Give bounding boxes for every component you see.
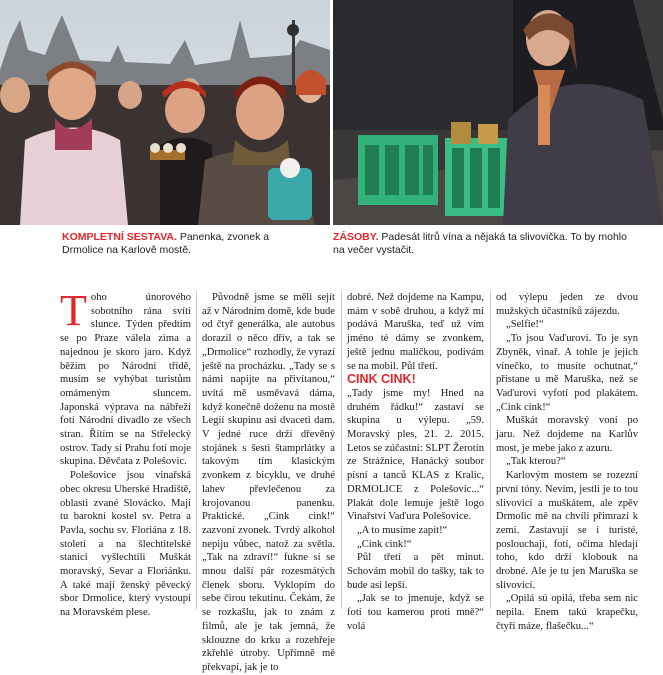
article-paragraph: Karlovým mostem se rozezní první tóny. Nevím, jestli je to tou slivovicí a muškátem, ale zpěv Drmolic mě na chvíli přimrazí k zemi. Zastavují se i turisté, poslouchají, fotí, očima hledají toho, kdo drží klobouk na drobné. Ale je tu jen Maruška se slivovicí. [496, 470, 638, 591]
photo-choir-image [0, 0, 330, 225]
article-column-4 [496, 291, 638, 634]
article-paragraph: Polešovice jsou vinařská obec okresu Uherské Hradiště, oblasti zvané Slovácko. Mají tu barokní kostel sv. Petra a Pavla, sochu sv. Floriána z 18. století a na šlechtitelské stanici vyšlechtili Muškát moravský, Sevar a Floriánku. A také mají ženský pěvecký sbor Drmolice, který vystoupí na Moravském plese. [60, 470, 191, 619]
section-subheading: CINK CINK! [347, 372, 416, 387]
caption-right-text: Padesát litrů vína a nějaká ta slivovička. To by mohlo na večer vystačit. [333, 231, 627, 256]
paragraph-text: oho únorového sobotního rána svítí slunce. Týden předtím se po Praze válela zima a najednou je skoro jaro. Když běžím po Národní třídě, musím se vyhýbat turistům omámeným sluncem. Japonská výprava na nábřeží fotí Národní divadlo ze všech stran. Řítím se na Střelecký ostrov. Tady si Prahu fotí moje skupina. Děvčata z Polešovic. [60, 292, 191, 468]
article-paragraph: „Cink cink!“ [357, 538, 412, 550]
article-column-2 [202, 291, 335, 675]
article-paragraph: od výlepu jeden ze dvou mužských účastníků zájezdu. [496, 292, 638, 317]
column-divider [341, 291, 342, 609]
drop-cap: T [60, 286, 87, 335]
article-paragraph: „To jsou Vaďurovi. To je syn Zbyněk, vinař. A tohle je jejich vínečko, to musíte ochutnat,“ přistane u mě Maruška, než se Vaďurovi vyfotí pod plakátem. „Cink cink!“ [496, 333, 638, 413]
photo-choir-on-bridge [0, 0, 330, 225]
caption-right [333, 231, 633, 257]
article-paragraph [60, 286, 191, 469]
article-paragraph: Původně jsme se měli sejít až v Národním domě, kde bude od čtyř generálka, ale autobus dorazil o něco dřív, a tak se „Drmolice“ rozhodly, že vyrazí ještě na procházku. „Tady se s námi napijte na přivítanou,“ uvítá mě usměvavá dáma, když konečně doženu na mostě Legií skupinu asi dvaceti dam. V jedné ruce drží dřevěný stojánek s šesti štamprlátky a takovým tím klasickým zvonkem z bicyklu, ve druhé lahev převlečenou za krojovanou panenku. Praktické. „Cink cink!“ zazvoní zvonek. Tvrdý alkohol nepiju vůbec, natož za světla. „Tak na zdraví!“ fukne si se mnou další pár rozesmátých členek sboru. Vyklopím do sebe čirou tekutinu. Čekám, že se rozkašlu, jak to znám z filmů, ale je tak jemná, že sklouzne do krku a rozehřeje zkřehlé útroby. Upřímně mě překvapí, jak je to [202, 292, 335, 673]
article-column-3 [347, 291, 484, 634]
article-paragraph: „Tak kterou?“ [506, 456, 566, 468]
article-paragraph: „Jak se to jmenuje, když se fotí tou kamerou proti mně?“ volá [347, 593, 484, 632]
column-divider [196, 291, 197, 609]
article-paragraph: „Tady jsme my! Hned na druhém řádku!“ zastaví se skupina u výlepu. „59. Moravský ples, 21. 2. 2015. Letos se zúčastní: SLPT Žerotín ze Strážnice, Hanácký soubor písní a tanců KLAS z Kralic, DRMOLICE z Polešovic...“ Plakát dole lemuje ještě logo Vinařství Vaďura Polešovice. [347, 387, 484, 523]
article-paragraph: „A to musíme zapít!“ [357, 524, 448, 536]
photo-crates-image [333, 0, 663, 225]
article-paragraph: „Selfie!“ [506, 319, 544, 331]
article-paragraph: dobré. Než dojdeme na Kampu, mám v sobě druhou, a když mi podává Maruška, teď už vím jméno té dámy se zvonkem, ještě jednu maličkou, podívám se na mobil. Půl třetí. [347, 292, 484, 372]
article-paragraph: Půl třetí a pět minut. Schovám mobil do tašky, tak to bude asi lepší. [347, 552, 484, 591]
caption-left [62, 231, 302, 257]
caption-left-head: KOMPLETNÍ SESTAVA. [62, 231, 177, 243]
caption-left-text: Panenka, zvonek a Drmolice na Karlově mostě. [62, 231, 270, 256]
article-paragraph: „Opilá sú opilá, třeba sem nic nepila. Enem takú krapečku, čtyři máze, flašečku...“ [496, 593, 638, 632]
photo-wine-crates [333, 0, 663, 225]
caption-right-head: ZÁSOBY. [333, 231, 379, 243]
column-divider [490, 291, 491, 609]
article-paragraph: Muškát moravský voní po jaru. Než dojdeme na Karlův most, je mebe jako z azuru. [496, 415, 638, 454]
article-column-1 [60, 286, 191, 620]
